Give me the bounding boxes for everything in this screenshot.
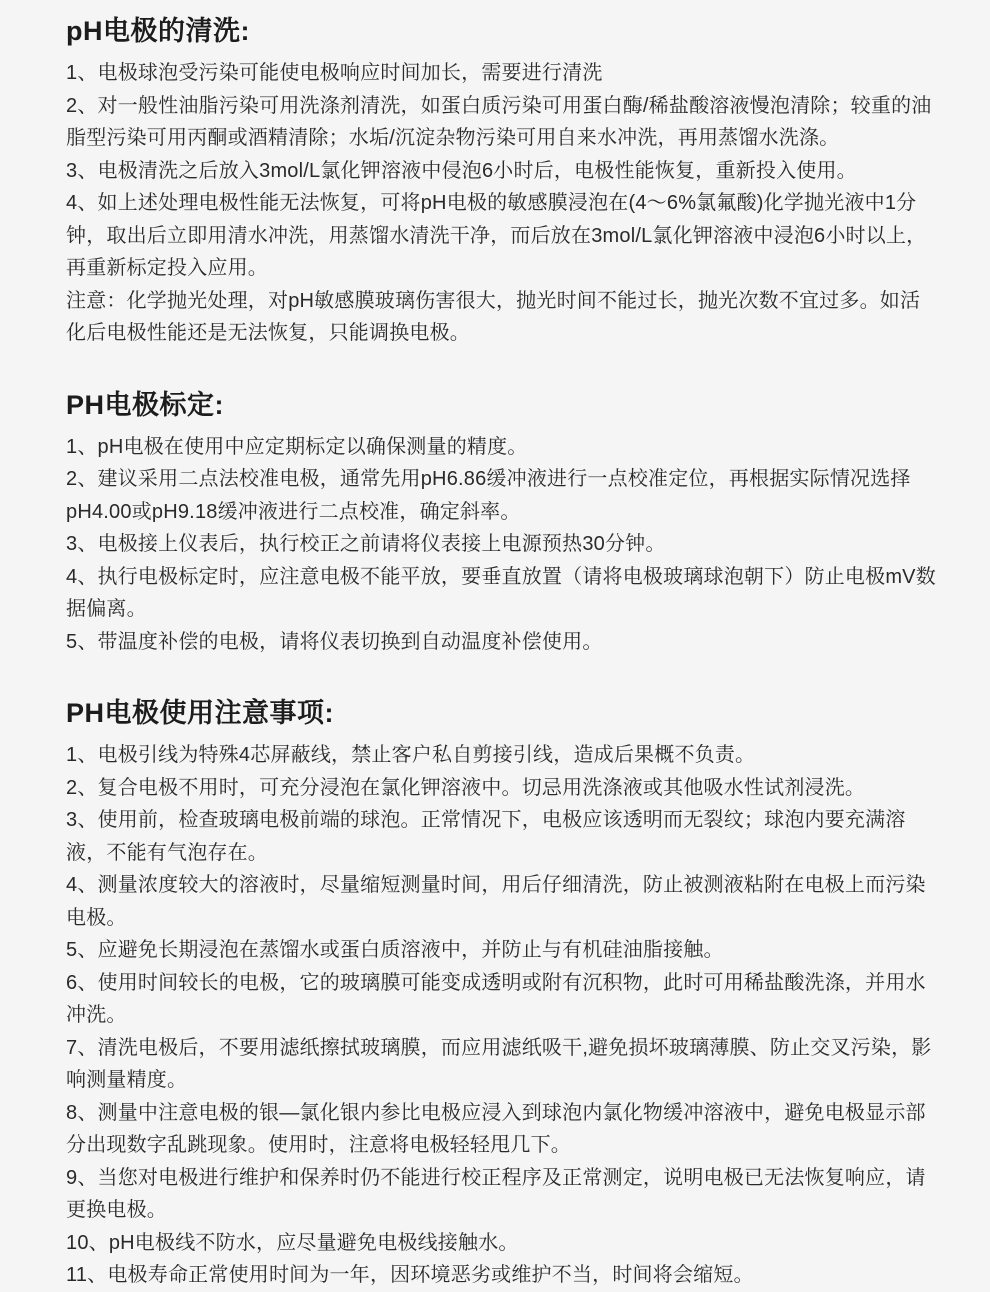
section-ph-electrode-calibration	[66, 388, 938, 659]
list-item: 2、建议采用二点法校准电极，通常先用pH6.86缓冲液进行一点校准定位，再根据实际情况选择pH4.00或pH9.18缓冲液进行二点校准，确定斜率。	[66, 468, 911, 523]
section-title-usage-notes: PH电极使用注意事项:	[66, 698, 334, 729]
list-item: 11、电极寿命正常使用时间为一年，因环境恶劣或维护不当，时间将会缩短。	[66, 1264, 754, 1287]
list-item-note: 注意：化学抛光处理，对pH敏感膜玻璃伤害很大，抛光时间不能过长，抛光次数不宜过多。如活化后电极性能还是无法恢复，只能调换电极。	[66, 289, 921, 345]
section-title-cleaning: pH电极的清洗:	[66, 16, 250, 46]
list-item: 4、执行电极标定时，应注意电极不能平放，要垂直放置（请将电极玻璃球泡朝下）防止电极mV数据偏离。	[66, 565, 936, 621]
list-item: 1、电极引线为特殊4芯屏蔽线，禁止客户私自剪接引线，造成后果概不负责。	[66, 744, 756, 767]
list-item: 2、对一般性油脂污染可用洗涤剂清洗，如蛋白质污染可用蛋白酶/稀盐酸溶液慢泡清除；较重的油脂型污染可用丙酮或酒精清除；水垢/沉淀杂物污染可用自来水冲洗，再用蒸馏水洗涤。	[66, 94, 932, 150]
list-item: 1、pH电极在使用中应定期标定以确保测量的精度。	[66, 435, 528, 458]
list-item: 3、使用前，检查玻璃电极前端的球泡。正常情况下，电极应该透明而无裂纹；球泡内要充满溶液，不能有气泡存在。	[66, 809, 906, 864]
list-item: 1、电极球泡受污染可能使电极响应时间加长，需要进行清洗	[66, 62, 603, 85]
section-ph-electrode-usage-notes	[66, 696, 938, 1292]
list-item: 3、电极清洗之后放入3mol/L氯化钾溶液中侵泡6小时后，电极性能恢复，重新投入使用。	[66, 159, 857, 182]
list-item: 2、复合电极不用时，可充分浸泡在氯化钾溶液中。切忌用洗涤液或其他吸水性试剂浸洗。	[66, 776, 866, 799]
list-item: 8、测量中注意电极的银—氯化银内参比电极应浸入到球泡内氯化物缓冲溶液中，避免电极显示部分出现数字乱跳现象。使用时，注意将电极轻轻甩几下。	[66, 1101, 926, 1157]
list-item: 5、应避免长期浸泡在蒸馏水或蛋白质溶液中，并防止与有机硅油脂接触。	[66, 939, 724, 962]
list-item: 5、带温度补偿的电极，请将仪表切换到自动温度补偿使用。	[66, 630, 603, 653]
list-item: 4、如上述处理电极性能无法恢复，可将pH电极的敏感膜浸泡在(4～6%氯氟酸)化学抛光液中1分钟，取出后立即用清水冲洗，用蒸馏水清洗干净，而后放在3mol/L氯化钾溶液中浸泡6小时以上，再重新标定投入应用。	[66, 192, 927, 280]
section-ph-electrode-cleaning	[66, 14, 938, 350]
section-title-calibration: PH电极标定:	[66, 389, 224, 420]
list-item: 6、使用时间较长的电极，它的玻璃膜可能变成透明或附有沉积物，此时可用稀盐酸洗涤，并用水冲洗。	[66, 971, 926, 1027]
list-item: 7、清洗电极后，不要用滤纸擦拭玻璃膜，而应用滤纸吸干,避免损坏玻璃薄膜、防止交叉污染，影响测量精度。	[66, 1036, 932, 1092]
list-item: 3、电极接上仪表后，执行校正之前请将仪表接上电源预热30分钟。	[66, 533, 666, 556]
list-item: 10、pH电极线不防水，应尽量避免电极线接触水。	[66, 1231, 519, 1254]
list-item: 4、测量浓度较大的溶液时，尽量缩短测量时间，用后仔细清洗，防止被测液粘附在电极上而污染电极。	[66, 874, 926, 929]
list-item: 9、当您对电极进行维护和保养时仍不能进行校正程序及正常测定，说明电极已无法恢复响应，请更换电极。	[66, 1166, 926, 1222]
